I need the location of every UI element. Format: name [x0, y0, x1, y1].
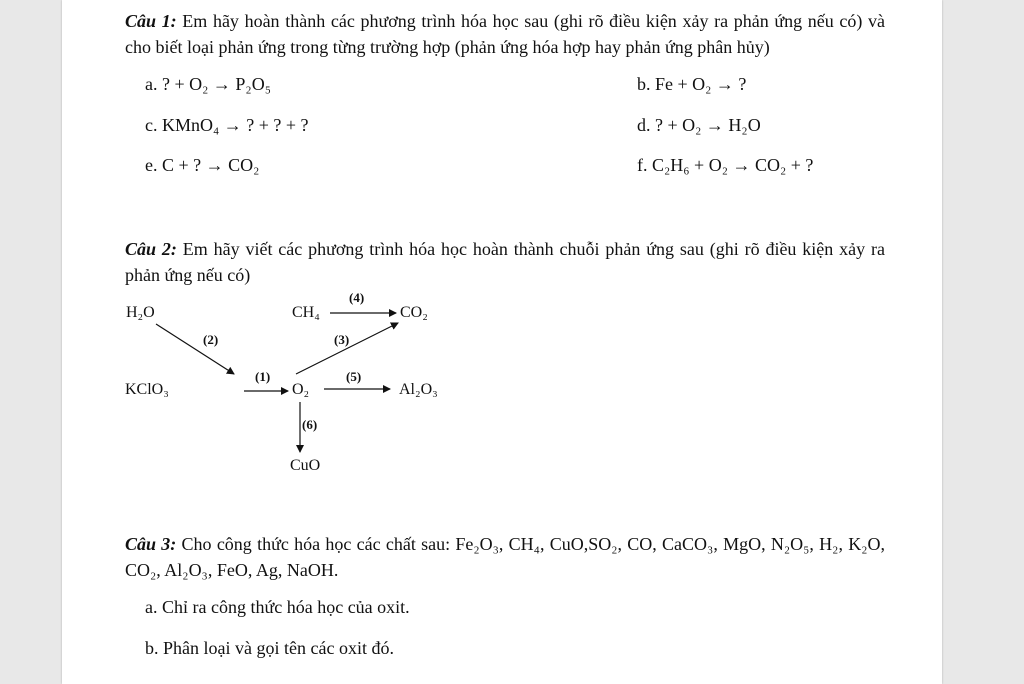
node-co2: CO₂ [400, 304, 428, 321]
step-label-5: (5) [346, 369, 362, 384]
document-page [62, 0, 942, 684]
question-2-text: Em hãy viết các phương trình hóa học hoàn thành chuỗi phản ứng sau (ghi rõ điều kiện xảy ra phản ứng nếu có) [125, 239, 885, 285]
equation-row-1 [145, 74, 845, 95]
step-label-2: (2) [203, 332, 219, 347]
step-label-4: (4) [349, 290, 365, 305]
node-o2: O₂ [292, 381, 310, 398]
node-ch4: CH₄ [292, 304, 320, 321]
question-3-text: Cho công thức hóa học các chất sau: Fe₂O₃, CH₄, CuO,SO₂, CO, CaCO₃, MgO, N₂O₅, H₂, K₂O, CO₂, Al₂O₃, FeO, Ag, NaOH. [125, 534, 885, 580]
arrow-2 [156, 324, 234, 374]
equation-row-3 [145, 155, 845, 176]
node-cuo: CuO [290, 457, 321, 474]
question-3-paragraph [125, 531, 885, 583]
question-1-paragraph [125, 8, 885, 60]
step-label-6: (6) [302, 417, 318, 432]
equation-e: e. C + ? → CO₂ [145, 155, 260, 175]
question-2-paragraph [125, 236, 885, 288]
equation-row-2 [145, 115, 845, 136]
equation-a: a. ? + O₂ → P₂O₅ [145, 74, 271, 94]
node-h2o: H₂O [126, 304, 155, 321]
step-label-1: (1) [255, 369, 271, 384]
arrow-3 [296, 323, 398, 374]
equation-b: b. Fe + O₂ → ? [637, 74, 747, 94]
equation-d: d. ? + O₂ → H₂O [637, 115, 761, 135]
question-3-label: Câu 3: [125, 534, 177, 554]
step-label-3: (3) [334, 332, 350, 347]
question-3-item-b: b. Phân loại và gọi tên các oxit đó. [145, 638, 394, 658]
question-1-text: Em hãy hoàn thành các phương trình hóa học sau (ghi rõ điều kiện xảy ra phản ứng nếu có) và cho biết loại phản ứng trong từng trường hợp (phản ứng hóa hợp hay phản ứng phân hủy) [125, 11, 885, 57]
question-1-label: Câu 1: [125, 11, 177, 31]
reaction-chain-diagram [120, 288, 438, 480]
question-3-item-a: a. Chỉ ra công thức hóa học của oxit. [145, 597, 410, 617]
node-kclo3: KClO₃ [125, 381, 169, 398]
question-2-label: Câu 2: [125, 239, 177, 259]
equation-f: f. C₂H₆ + O₂ → CO₂ + ? [637, 155, 814, 175]
equation-c: c. KMnO₄ → ? + ? + ? [145, 115, 309, 135]
node-al2o3: Al₂O₃ [399, 381, 438, 398]
